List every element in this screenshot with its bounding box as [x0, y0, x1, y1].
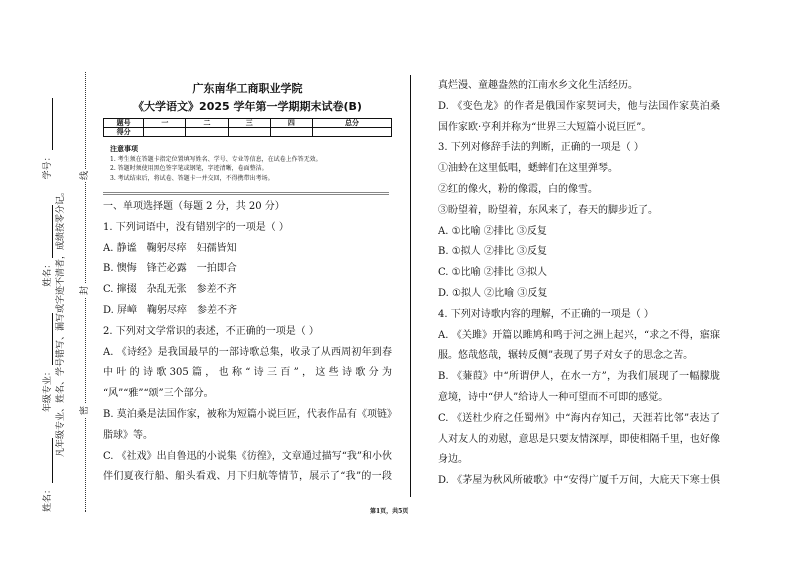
text-line: D. 《茅屋为秋风所破歌》中“安得广厦千万间，大庇天下寒士俱 [438, 475, 720, 487]
text-line: 国作家欧·亨利并称为“世界三大短篇小说巨匠”。 [438, 121, 652, 133]
score-cell [186, 128, 228, 137]
text-line: ③盼望着，盼望着，东风来了，春天的脚步近了。 [438, 204, 658, 216]
seal-char-mi: 密 [77, 404, 90, 417]
text-line: ②红的像火，粉的像霞，白的像雪。 [438, 183, 598, 195]
score-cell: 二 [186, 119, 228, 128]
note-item: 2. 答题时须使用黑色签字笔或钢笔，字迹清晰，卷面整洁。 [110, 165, 268, 173]
text-line: C. 《送杜少府之任蜀州》中“海内存知己，天涯若比邻”表达了 [438, 412, 720, 424]
student-id-field[interactable] [42, 98, 53, 150]
text-line: 身边。 [438, 454, 468, 466]
binding-notice: 凡年级专业、姓名、学号错写、漏写或字迹不清者，成绩按零分记。 [56, 186, 66, 457]
seal-line [69, 72, 90, 512]
text-line: ①油蛉在这里低唱，蟋蟀们在这里弹琴。 [438, 163, 618, 175]
column-divider [410, 75, 411, 497]
text-line: 一、单项选择题（每题 2 分，共 20 分） [103, 201, 285, 212]
text-line: B. 懊悔 锋芒必露 一拍即合 [103, 263, 237, 275]
score-cell [144, 128, 186, 137]
text-line: A. 《关雎》开篇以雎鸠和鸣于河之洲上起兴，“求之不得，寤寐 [438, 329, 720, 341]
text-line: C. 《社戏》出自鲁迅的小说集《彷徨》，文章通过描写“我”和小伙 [103, 450, 392, 462]
text-line: 1. 下列词语中，没有错别字的一项是（ ） [103, 221, 289, 233]
text-line: D. ①拟人 ②比喻 ③反复 [438, 287, 548, 299]
score-cell: 三 [228, 119, 270, 128]
text-line: D. 屏嶂 鞠躬尽瘁 参差不齐 [103, 304, 238, 316]
exam-title: 《大学语文》2025 学年第一学期期末试卷(B) [133, 100, 362, 113]
text-line: D. 《变色龙》的作者是俄国作家契诃夫，他与法国作家莫泊桑 [438, 100, 720, 112]
text-line: 人对友人的劝慰，意思是只要友情深厚，即使相隔千里，也好像 [438, 433, 720, 445]
text-line: B. 莫泊桑是法国作家，被称为短篇小说巨匠，代表作品有《项链》 [103, 408, 392, 420]
name-field[interactable] [42, 205, 53, 257]
score-cell [228, 128, 270, 137]
text-line: “风”“雅”“颂”三个部分。 [103, 388, 214, 400]
score-cell: 一 [144, 119, 186, 128]
class-name-field[interactable] [42, 438, 53, 483]
score-cell [312, 128, 391, 137]
text-line: 中 叶 的 诗 歌 305 篇 ， 也 称 “ 诗 三 百 ” ， 这 些 诗 歌 分 为 [103, 367, 392, 379]
seal-char-xian: 线 [77, 169, 90, 182]
student-id-label: 学号： [43, 152, 53, 180]
text-line: A. ①比喻 ②排比 ③反复 [438, 225, 547, 237]
score-table-header-row [104, 119, 392, 128]
right-column-questions [438, 76, 720, 492]
text-line: 3. 下列对修辞手法的判断，正确的一项是（ ） [438, 142, 644, 154]
seal-char-feng: 封 [77, 284, 90, 297]
grade-major-field[interactable] [42, 313, 53, 365]
score-cell [270, 128, 312, 137]
text-line: 真烂漫、童趣盎然的江南水乡文化生活经历。 [438, 80, 638, 91]
text-line: 2. 下列对文学常识的表述，不正确的一项是（ ） [103, 325, 319, 337]
section-divider [103, 192, 389, 195]
note-item: 3. 考试结束后，将试卷、答题卡一并交回，不得携带出考场。 [110, 174, 274, 182]
page-number: 第1页，共5页 [370, 508, 409, 515]
binding-margin [35, 72, 95, 512]
score-table [103, 118, 392, 137]
text-line: C. ①比喻 ②排比 ③拟人 [438, 267, 547, 279]
student-info-fields [35, 72, 53, 512]
text-line: B. 《蒹葭》中“所谓伊人，在水一方”，为我们展现了一幅朦胧 [438, 371, 720, 383]
score-table-score-row [104, 128, 392, 137]
score-cell: 四 [270, 119, 312, 128]
text-line: A. 静谧 鞠躬尽瘁 妇孺皆知 [103, 242, 237, 254]
text-line: 服。悠哉悠哉，辗转反侧”表现了男子对女子的思念之苦。 [438, 350, 694, 362]
text-line: A. 《诗经》是我国最早的一部诗歌总集，收录了从西周初年到春 [103, 346, 392, 358]
text-line: 脂球》等。 [103, 429, 153, 441]
text-line: B. ①拟人 ②排比 ③反复 [438, 246, 548, 258]
score-cell: 得分 [104, 128, 144, 137]
notes-heading: 注意事项 [110, 145, 138, 153]
school-name: 广东南华工商职业学院 [192, 82, 303, 95]
grade-major-label: 年级专业： [43, 367, 53, 413]
class-name-label: 姓名： [43, 484, 53, 512]
name-label: 姓名： [43, 259, 53, 287]
text-line: 伴们夏夜行船、船头看戏、月下归航等情节，展示了“我”的一段 [103, 471, 392, 483]
text-line: 4. 下列对诗歌内容的理解，不正确的一项是（ ） [438, 308, 654, 320]
exam-notes [110, 145, 322, 183]
score-cell: 总分 [312, 119, 391, 128]
text-line: 意境，诗中“伊人”给诗人一种可望而不可即的感觉。 [438, 391, 669, 403]
score-cell: 题号 [104, 119, 144, 128]
text-line: C. 撺掇 杂乱无张 参差不齐 [103, 284, 237, 296]
note-item: 1. 考生须在答题卡指定位置填写姓名、学号、专业等信息，在试卷上作答无效。 [110, 155, 322, 163]
left-column-questions [103, 197, 392, 488]
